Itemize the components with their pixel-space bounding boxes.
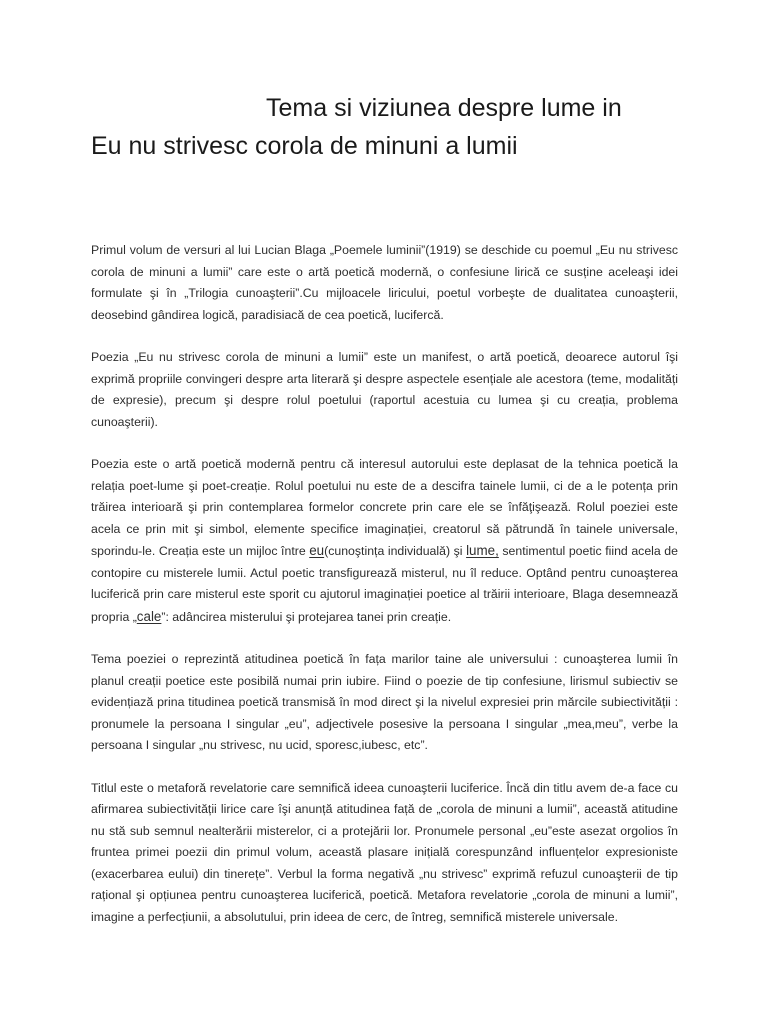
underlined-word-eu: eu	[309, 543, 325, 558]
paragraph-3-text-b: (cunoştința individuală) şi	[324, 544, 467, 558]
paragraph-3-text-d: ”: adâncirea misterului şi protejarea tanei prin creație.	[161, 609, 452, 624]
paragraph-5: Titlul este o metaforă revelatorie care semnifică ideea cunoaşterii luciferice. Încă din titlu avem de-a face cu afirmarea subiectivității lirice care îşi anunță atitudinea față de „corola de minuni a lumii”, această atitudine nu stă sub semnul nealterării misterelor, ci a protejării lor. Pronumele personal „eu”este asezat orgolios în fruntea primei poezii din primul volum, această plasare inițială corespunzând influențelor expresioniste (exacerbarea eului) din tinerețe”. Verbul la forma negativă „nu strivesc” exprimă refuzul cunoaşterii de tip rațional şi opțiunea pentru cunoaşterea luciferică, poetică. Metafora revelatorie „corola de minuni a lumii”, imagine a perfecțiunii, a absolutului, prin ideea de cerc, de întreg, semnifică misterele universale.	[91, 780, 678, 924]
title-line-2: Eu nu strivesc corola de minuni a lumii	[91, 132, 518, 160]
paragraph-3-text-c: sentimentul poetic fiind acela de contopire cu misterele lumii. Actul poetic transfigurează misterul, nu îl reduce. Optând pentru cunoaşterea luciferică prin care misterul este sporit cu ajutorul imaginației poetice al trăirii interioare, Blaga desemnează propria „	[91, 544, 678, 624]
paragraph-3-text-a: Poezia este o artă poetică modernă pentru că interesul autorului este deplasat de la tehnica poetică la relația poet-lume şi poet-creație. Rolul poetului nu este de a descifra tainele lumii, ci de a le potența prin trăirea interioară şi prin contemplarea formelor concrete prin care ele se înfăţişează. Rolul poeziei este acela ce prin mit şi simbol, elemente specifice imaginației, creatorul să pătrundă în tainele universale, sporindu-le. Creația este un mijloc între	[91, 457, 678, 558]
underlined-word-lume: lume,	[466, 543, 499, 558]
paragraph-1: Primul volum de versuri al lui Lucian Blaga „Poemele luminii”(1919) se deschide cu poemul „Eu nu strivesc corola de minuni a lumii” care este o artă poetică modernă, o confesiune lirică ce susține aceleaşi idei formulate şi în „Trilogia cunoaşterii”.Cu mijloacele liricului, poetul vorbeşte de dualitatea cunoaşterii, deosebind gândirea logică, paradisiacă de cea poetică, lucifercă.	[91, 243, 678, 322]
title-line-1: Tema si viziunea despre lume in	[266, 94, 622, 122]
paragraph-4: Tema poeziei o reprezintă atitudinea poetică în fața marilor taine ale universului : cunoaşterea lumii în planul creații poetice este posibilă numai prin iubire. Fiind o poezie de tip confesiune, lirismul subiectiv se evidențiază prina titudinea poetică transmisă în mod direct şi la nivelul expresiei prin mărcile subiectivității : pronumele la persoana I singular „eu”, adjectivele posesive la persoana I singular „mea,meu”, verbe la persoana I singular „nu strivesc, nu ucid, sporesc,iubesc, etc”.	[91, 652, 678, 752]
paragraph-3	[91, 454, 678, 628]
paragraph-2: Poezia „Eu nu strivesc corola de minuni a lumii” este un manifest, o artă poetică, deoarece autorul îşi exprimă propriile convingeri despre arta literară şi despre aspectele esențiale ale acestora (teme, modalități de expresie), precum şi despre rolul poetului (raportul acestuia cu lumea şi cu creația, problema cunoaşterii).	[91, 350, 678, 429]
document-body	[91, 240, 678, 949]
underlined-word-cale: cale	[136, 608, 162, 624]
